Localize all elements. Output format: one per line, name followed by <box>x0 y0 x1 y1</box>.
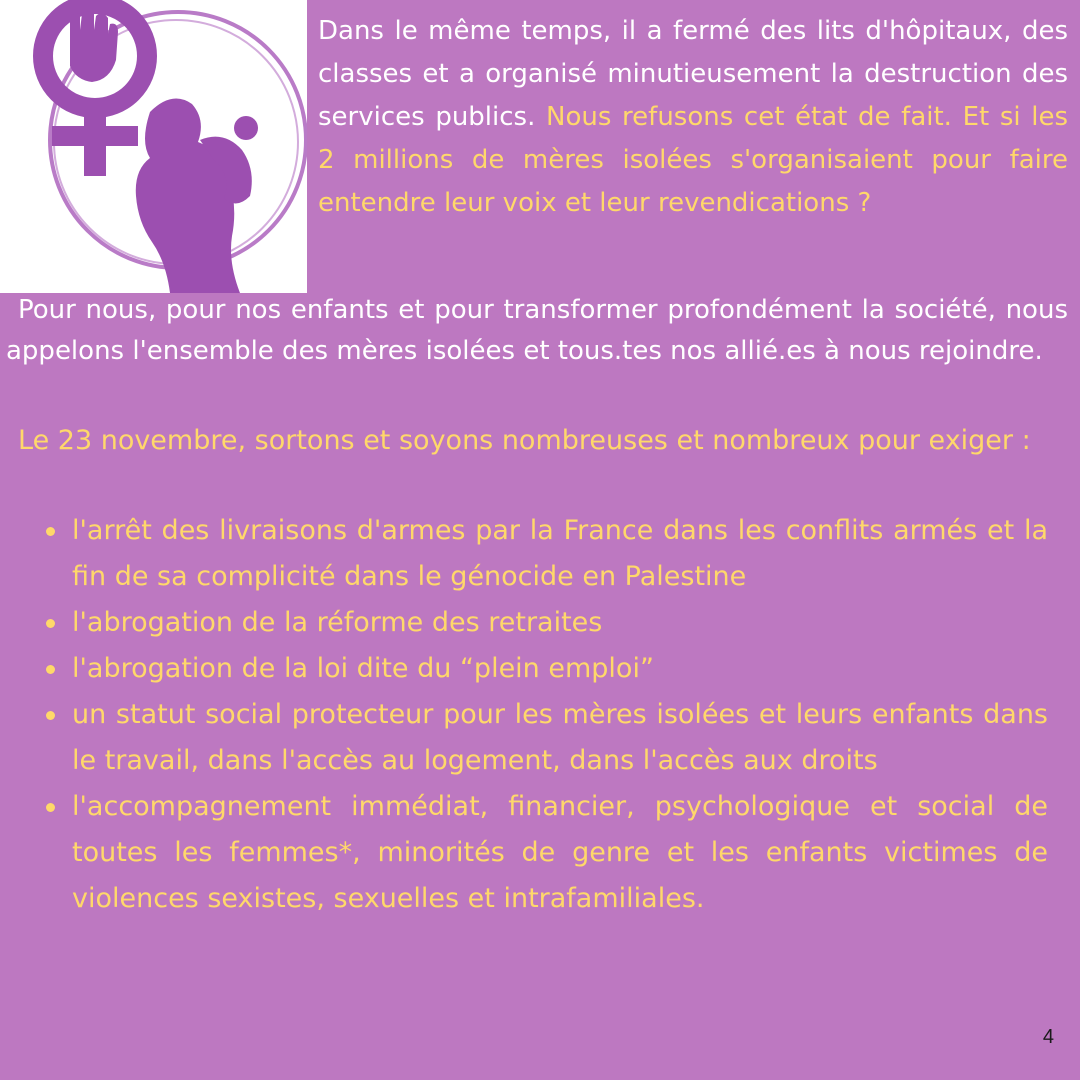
demand-text: un statut social protecteur pour les mères isolées et leurs enfants dans le travail, dans l'accès au logement, dans l'accès aux droits <box>72 699 1048 776</box>
demands-list <box>72 508 1048 922</box>
call-paragraph: Pour nous, pour nos enfants et pour transformer profondément la société, nous appelons l'ensemble des mères isolées et tous.tes nos allié.es à nous rejoindre. <box>6 295 1068 366</box>
bullet-icon <box>46 803 55 812</box>
list-item <box>72 600 1048 646</box>
list-item <box>72 692 1048 784</box>
feminist-fist-venus-icon <box>0 0 307 293</box>
bullet-icon <box>46 711 55 720</box>
intro-highlight-text: Nous refusons cet état de fait. Et si les 2 millions de mères isolées s'organisaient pour faire entendre leur voix et leur revendications ? <box>318 102 1069 218</box>
intro-text: Dans le même temps, il a fermé des lits d'hôpitaux, des classes et a organisé minutieusement la destruction des services publics. <box>318 16 1068 132</box>
demand-text: l'abrogation de la loi dite du “plein emploi” <box>72 653 654 684</box>
demands-lead: Le 23 novembre, sortons et soyons nombreuses et nombreux pour exiger : <box>18 425 1031 456</box>
demand-text: l'abrogation de la réforme des retraites <box>72 607 603 638</box>
bullet-icon <box>46 619 55 628</box>
list-item <box>72 508 1048 600</box>
list-item <box>72 646 1048 692</box>
intro-paragraph <box>318 10 1068 225</box>
demand-text: l'accompagnement immédiat, financier, psychologique et social de toutes les femmes*, minorités de genre et les enfants victimes de violences sexistes, sexuelles et intrafamiliales. <box>72 791 1048 914</box>
logo <box>0 0 307 293</box>
list-item <box>72 784 1048 922</box>
demand-text: l'arrêt des livraisons d'armes par la France dans les conflits armés et la fin de sa complicité dans le génocide en Palestine <box>72 515 1048 592</box>
bullet-icon <box>46 527 55 536</box>
bullet-icon <box>46 665 55 674</box>
page-number: 4 <box>1042 1026 1054 1048</box>
